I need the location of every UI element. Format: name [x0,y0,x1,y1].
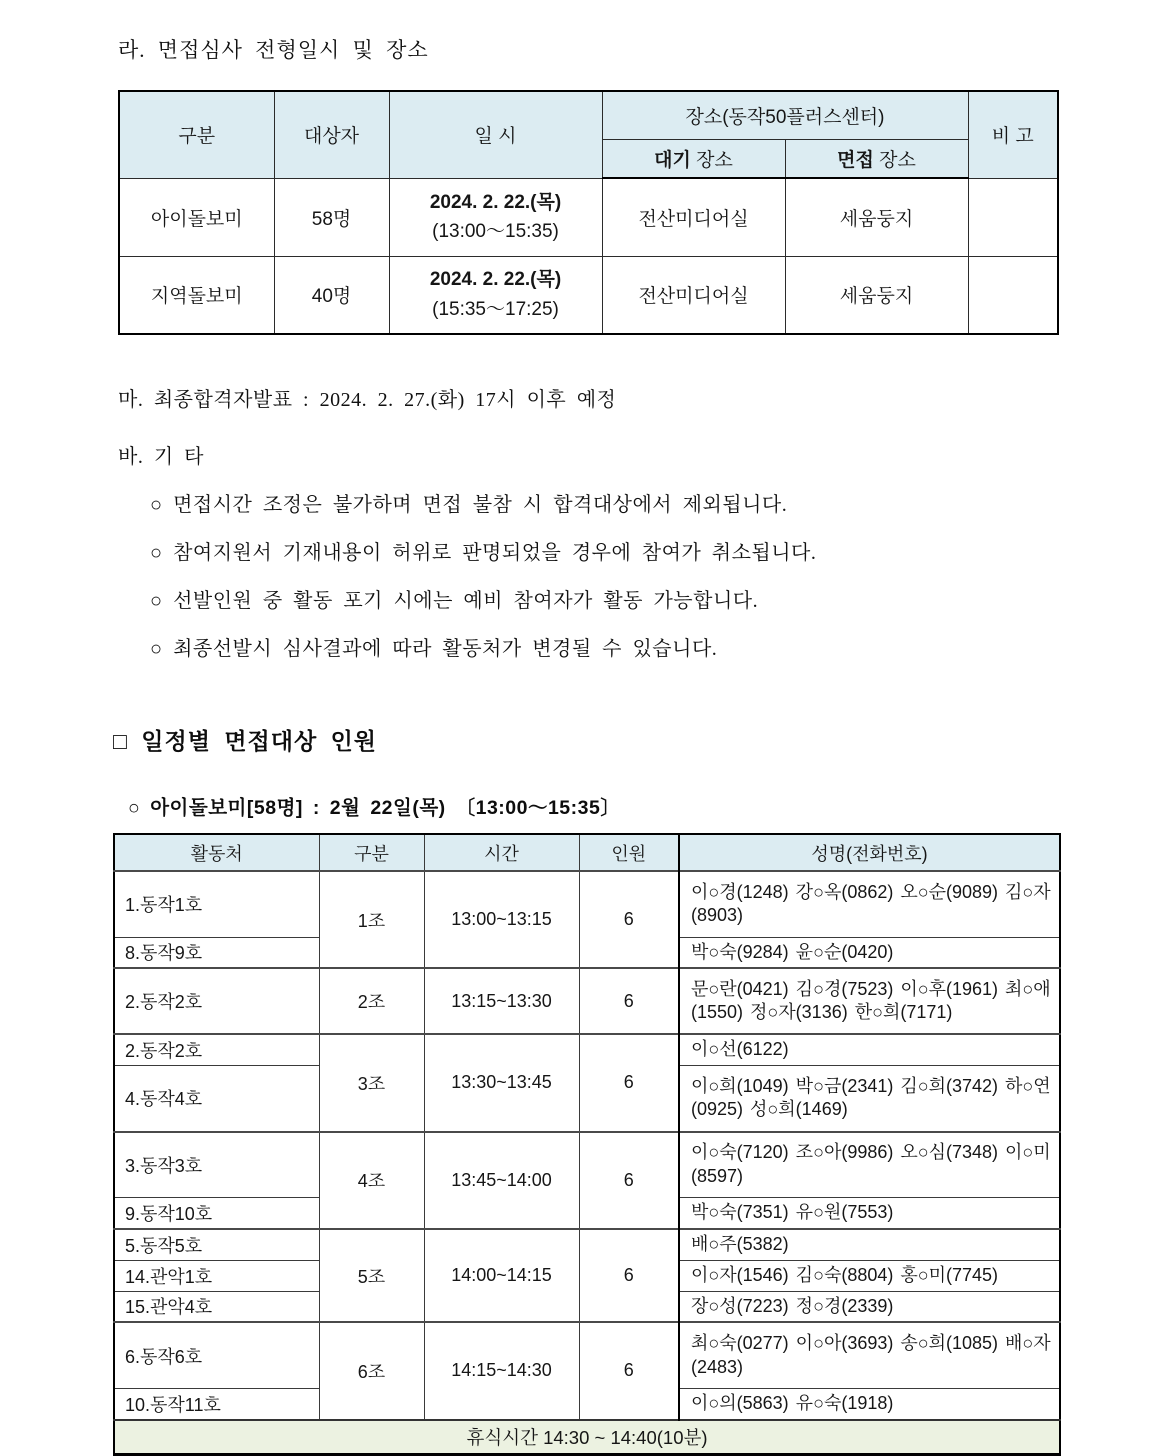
group-cell: 3조 [319,1034,424,1131]
col-header-count: 인원 [579,834,679,871]
site-cell: 1.동작1호 [114,871,319,937]
site-cell: 2.동작2호 [114,968,319,1034]
group-cell: 1조 [319,871,424,968]
site-cell: 8.동작9호 [114,937,319,968]
time-cell: 14:15~14:30 [424,1322,579,1419]
names-cell: 이○선(6122) [679,1034,1060,1065]
names-cell: 박○숙(9284) 윤○순(0420) [679,937,1060,968]
col-header-time: 시간 [424,834,579,871]
names-cell: 이○숙(7120) 조○아(9986) 오○심(7348) 이○미(8597) [679,1132,1060,1198]
section-f-bullet: ○ 참여지원서 기재내용이 허위로 판명되었을 경우에 참여가 취소됩니다. [150,542,817,564]
section-e-text: 마. 최종합격자발표 : 2024. 2. 27.(화) 17시 이후 예정 [118,389,617,411]
col-header-site: 활동처 [114,834,319,871]
col-header-note: 비 고 [968,91,1058,178]
site-cell: 6.동작6호 [114,1322,319,1388]
time-cell: 13:15~13:30 [424,968,579,1034]
time-cell: 14:00~14:15 [424,1229,579,1323]
site-cell: 10.동작11호 [114,1388,319,1419]
names-cell: 이○의(5863) 유○숙(1918) [679,1388,1060,1419]
section-f-bullet: ○ 면접시간 조정은 불가하며 면접 불참 시 합격대상에서 제외됩니다. [150,494,788,516]
count-cell: 6 [579,1132,679,1229]
names-cell: 이○경(1248) 강○옥(0862) 오○순(9089) 김○자(8903) [679,871,1060,937]
site-cell: 14.관악1호 [114,1260,319,1291]
cell-datetime [389,256,602,334]
date-line: 2024. 2. 22.(목) [429,269,562,291]
group-cell: 4조 [319,1132,424,1229]
cell-target: 58명 [274,178,389,256]
schedule-subheading: ○ 아이돌보미[58명] : 2월 22일(목) 〔13:00〜15:35〕 [128,797,621,819]
group-cell: 2조 [319,968,424,1034]
date-line: 2024. 2. 22.(목) [429,191,562,213]
cell-interview-place: 세움둥지 [785,178,968,256]
group-cell: 5조 [319,1229,424,1323]
site-cell: 15.관악4호 [114,1291,319,1322]
names-cell: 이○자(1546) 김○숙(8804) 홍○미(7745) [679,1260,1060,1291]
cell-gubun: 아이돌보미 [119,178,274,256]
cell-interview-place: 세움둥지 [785,256,968,334]
break-time-row: 휴식시간 14:30 ~ 14:40(10분) [114,1420,1060,1455]
time-line: (15:35〜17:25) [432,298,559,320]
count-cell: 6 [579,1322,679,1419]
site-cell: 2.동작2호 [114,1034,319,1065]
col-header-wait-place [602,139,785,178]
interview-roster-table [113,833,1061,1456]
cell-wait-place: 전산미디어실 [602,178,785,256]
section-d-title: 라. 면접심사 전형일시 및 장소 [118,38,429,62]
names-cell: 문○란(0421) 김○경(7523) 이○후(1961) 최○애(1550) 정○자(3136) 한○희(7171) [679,968,1060,1034]
site-cell: 5.동작5호 [114,1229,319,1260]
cell-note [968,178,1058,256]
names-cell: 이○희(1049) 박○금(2341) 김○희(3742) 하○연(0925) 성○희(1469) [679,1066,1060,1132]
col-header-names: 성명(전화번호) [679,834,1060,871]
names-cell: 박○숙(7351) 유○원(7553) [679,1198,1060,1229]
time-cell: 13:30~13:45 [424,1034,579,1131]
section-f-bullet: ○ 최종선발시 심사결과에 따라 활동처가 변경될 수 있습니다. [150,638,718,660]
col-header-target: 대상자 [274,91,389,178]
time-cell: 13:45~14:00 [424,1132,579,1229]
schedule-heading: □ 일정별 면접대상 인원 [113,728,378,754]
count-cell: 6 [579,968,679,1034]
wait-rest: 장소 [690,149,733,171]
section-f-bullet: ○ 선발인원 중 활동 포기 시에는 예비 참여자가 활동 가능합니다. [150,590,759,612]
site-cell: 3.동작3호 [114,1132,319,1198]
names-cell: 장○성(7223) 정○경(2339) [679,1291,1060,1322]
cell-note [968,256,1058,334]
col-header-group: 구분 [319,834,424,871]
cell-datetime [389,178,602,256]
count-cell: 6 [579,1229,679,1323]
col-header-gubun: 구분 [119,91,274,178]
cell-gubun: 지역돌보미 [119,256,274,334]
wait-bold: 대기 [654,149,691,171]
interview-rest: 장소 [873,149,916,171]
names-cell: 최○숙(0277) 이○아(3693) 송○희(1085) 배○자(2483) [679,1322,1060,1388]
count-cell: 6 [579,871,679,968]
interview-info-table [118,90,1059,335]
col-header-place-group: 장소(동작50플러스센터) [602,91,968,139]
names-cell: 배○주(5382) [679,1229,1060,1260]
site-cell: 9.동작10호 [114,1198,319,1229]
cell-wait-place: 전산미디어실 [602,256,785,334]
col-header-datetime: 일 시 [389,91,602,178]
time-line: (13:00〜15:35) [432,221,559,242]
section-f-title: 바. 기 타 [118,446,204,468]
cell-target: 40명 [274,256,389,334]
col-header-interview-place [785,139,968,178]
time-cell: 13:00~13:15 [424,871,579,968]
group-cell: 6조 [319,1322,424,1419]
interview-bold: 면접 [837,149,874,171]
site-cell: 4.동작4호 [114,1066,319,1132]
count-cell: 6 [579,1034,679,1131]
